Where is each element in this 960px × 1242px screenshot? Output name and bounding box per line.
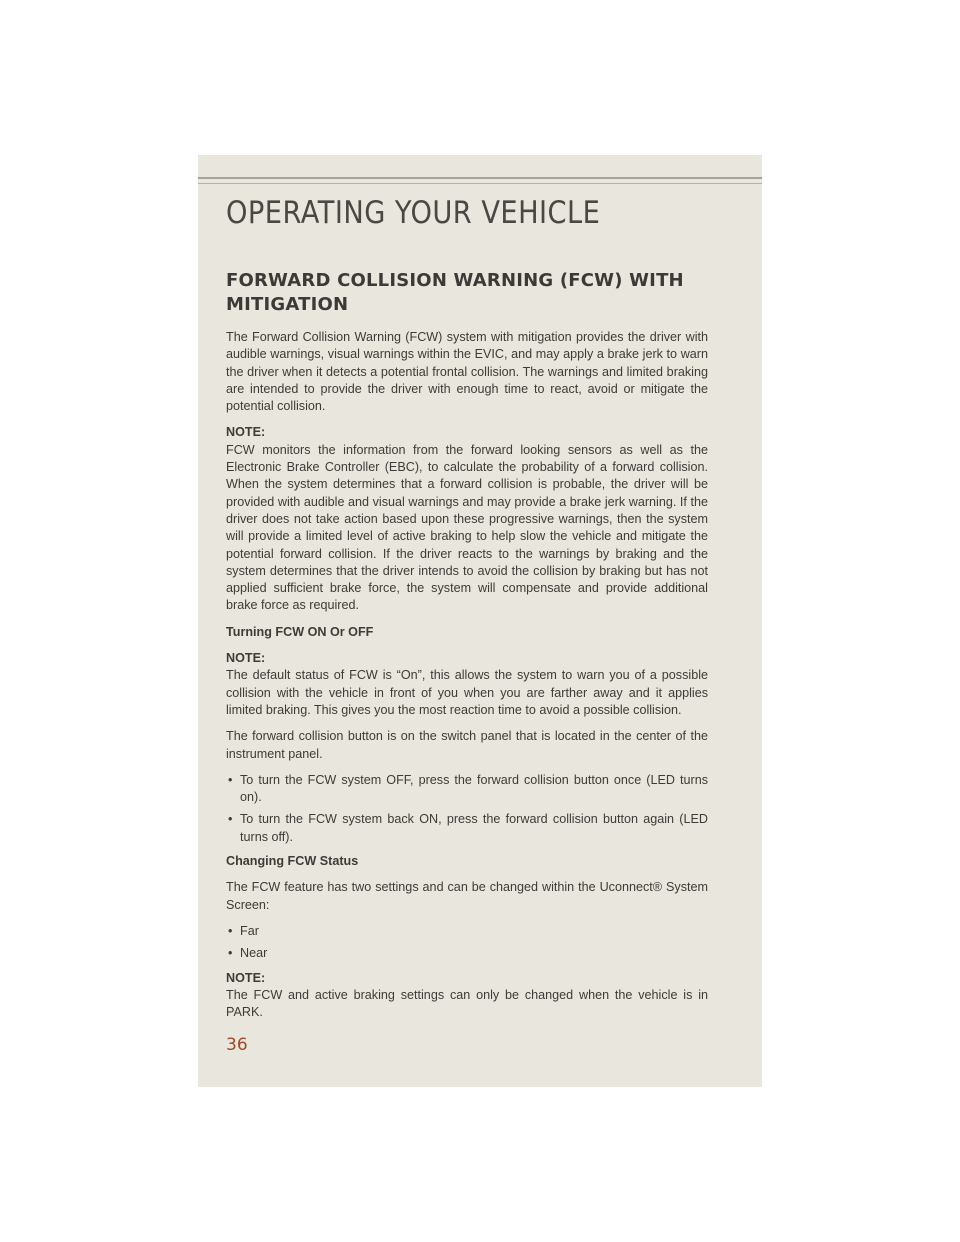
list-item: [226, 945, 708, 962]
subheading-turning-fcw: Turning FCW ON Or OFF: [226, 624, 374, 639]
note-text: The default status of FCW is “On”, this allows the system to warn you of a possible collision with the vehicle in front of you when you are farther away and it applies limited braking. This gives you the most reaction time to avoid a possible collision.: [226, 668, 708, 717]
manual-page: [198, 155, 762, 1087]
bullet-icon: •: [228, 772, 233, 787]
heading-line-1: FORWARD COLLISION WARNING (FCW) WITH: [226, 270, 684, 291]
list-item: [226, 772, 708, 807]
page-content: [226, 269, 708, 1030]
bullet-icon: •: [228, 946, 233, 961]
note-2: [226, 650, 708, 719]
page-heading: [226, 269, 708, 317]
note-text: The FCW and active braking settings can only be changed when the vehicle is in PARK.: [226, 987, 708, 1020]
list-item-text: To turn the FCW system OFF, press the forward collision button once (LED turns on).: [240, 772, 708, 805]
page-number: 36: [226, 1035, 248, 1055]
list-item: [226, 923, 708, 940]
heading-line-2: MITIGATION: [226, 294, 349, 315]
settings-bullet-list: [226, 923, 708, 963]
status-paragraph: The FCW feature has two settings and can be changed within the Uconnect® System Screen:: [226, 880, 708, 912]
note-1: [226, 424, 708, 614]
onoff-bullet-list: [226, 772, 708, 846]
list-item-text: Near: [240, 946, 268, 961]
note-text: FCW monitors the information from the forward looking sensors as well as the Electronic Brake Controller (EBC), to calculate the probability of a forward collision. When the system determines that a forward collision is probable, the driver will be provided with audible and visual warnings and may provide a brake jerk warning. If the driver does not take action based upon these progressive warnings, then the system will provide a limited level of active braking to help slow the vehicle and mitigate the potential forward collision. If the driver reacts to the warnings by braking and the system determines that the driver intends to avoid the collision by braking but has not applied sufficient brake force, the system will compensate and provide additional brake force as required.: [226, 442, 708, 613]
button-location-paragraph: The forward collision button is on the switch panel that is located in the center of the instrument panel.: [226, 729, 708, 761]
section-title: OPERATING YOUR VEHICLE: [226, 195, 601, 231]
bullet-icon: •: [228, 812, 233, 827]
bullet-icon: •: [228, 923, 233, 938]
intro-paragraph: The Forward Collision Warning (FCW) system with mitigation provides the driver with audible warnings, visual warnings within the EVIC, and may apply a brake jerk to warn the driver when it detects a potential frontal collision. The warnings and limited braking are intended to provide the driver with enough time to react, avoid or mitigate the potential collision.: [226, 330, 708, 414]
note-label: NOTE:: [226, 425, 266, 440]
list-item-text: Far: [240, 923, 259, 938]
note-3: [226, 970, 708, 1022]
list-item: [226, 811, 708, 846]
header-rule-thin: [198, 183, 762, 184]
list-item-text: To turn the FCW system back ON, press the forward collision button again (LED turns off).: [240, 812, 708, 844]
subheading-changing-status: Changing FCW Status: [226, 854, 359, 869]
note-label: NOTE:: [226, 651, 266, 666]
header-rule: [198, 177, 762, 179]
note-label: NOTE:: [226, 970, 266, 985]
